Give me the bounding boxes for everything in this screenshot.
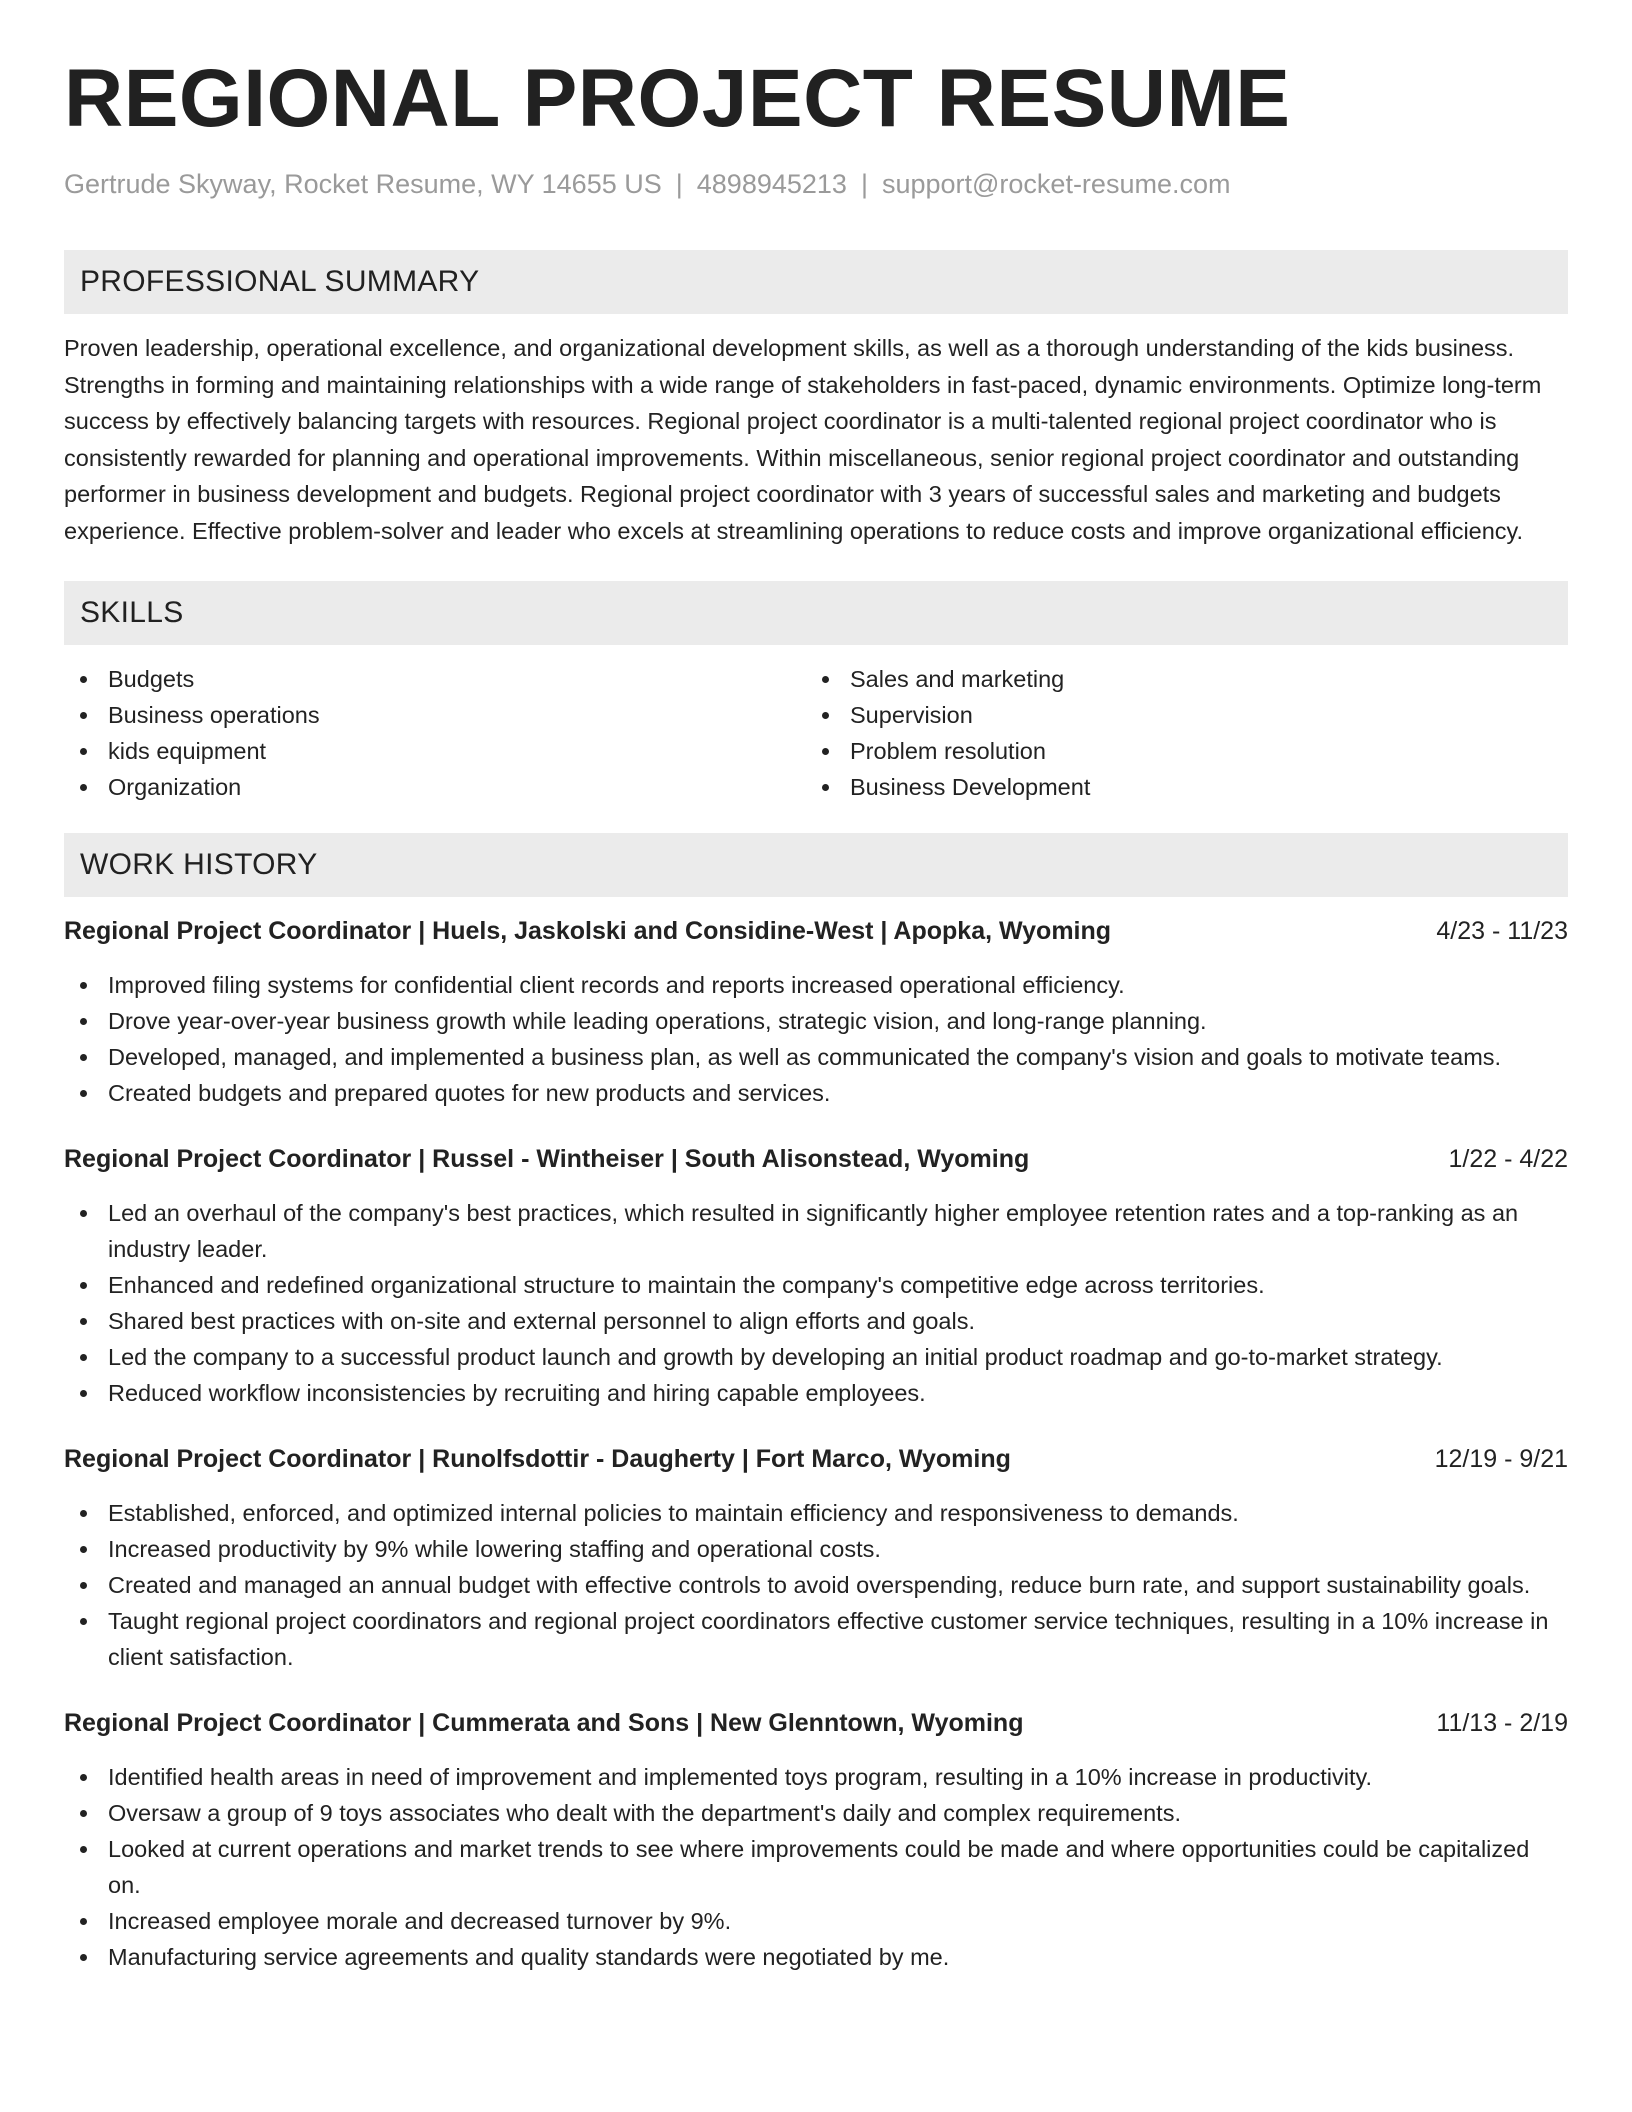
skill-item: Problem resolution — [806, 733, 1568, 769]
job-bullet: Increased employee morale and decreased turnover by 9%. — [64, 1903, 1568, 1939]
job-bullets — [64, 1495, 1568, 1675]
skill-item: Organization — [64, 769, 806, 805]
job-title: Regional Project Coordinator | Huels, Jaskolski and Considine-West | Apopka, Wyoming — [64, 917, 1112, 946]
job-dates: 12/19 - 9/21 — [1434, 1445, 1568, 1474]
job-bullet: Taught regional project coordinators and regional project coordinators effective customer service techniques, resulting in a 10% increase in client satisfaction. — [64, 1603, 1568, 1675]
job-bullet: Improved filing systems for confidential client records and reports increased operational efficiency. — [64, 967, 1568, 1003]
job-bullet: Oversaw a group of 9 toys associates who dealt with the department's daily and complex requirements. — [64, 1795, 1568, 1831]
job-dates: 1/22 - 4/22 — [1448, 1145, 1568, 1174]
job-dates: 11/13 - 2/19 — [1436, 1709, 1568, 1738]
skill-item: Budgets — [64, 661, 806, 697]
job-title: Regional Project Coordinator | Cummerata and Sons | New Glenntown, Wyoming — [64, 1709, 1024, 1738]
job-title: Regional Project Coordinator | Russel - Wintheiser | South Alisonstead, Wyoming — [64, 1145, 1030, 1174]
job-bullet: Shared best practices with on-site and external personnel to align efforts and goals. — [64, 1303, 1568, 1339]
summary-text: Proven leadership, operational excellence, and organizational development skills, as well as a thorough understanding of the kids business. Strengths in forming and maintaining relationships with a wide range of stakeholders in fast-paced, dynamic environments. Optimize long-term success by effectively balancing targets with resources. Regional project coordinator is a multi-talented regional project coordinator who is consistently rewarded for planning and operational improvements. Within miscellaneous, senior regional project coordinator and outstanding performer in business development and budgets. Regional project coordinator with 3 years of successful sales and marketing and budgets experience. Effective problem-solver and leader who excels at streamlining operations to reduce costs and improve organizational efficiency. — [64, 335, 1542, 544]
contact-line — [64, 168, 1568, 200]
job-bullets — [64, 1759, 1568, 1975]
job-bullet: Developed, managed, and implemented a business plan, as well as communicated the company's vision and goals to motivate teams. — [64, 1039, 1568, 1075]
job-bullet: Manufacturing service agreements and quality standards were negotiated by me. — [64, 1939, 1568, 1975]
skill-item: Sales and marketing — [806, 661, 1568, 697]
job-header — [64, 1141, 1568, 1177]
job-title: Regional Project Coordinator | Runolfsdottir - Daugherty | Fort Marco, Wyoming — [64, 1445, 1011, 1474]
job-bullet: Increased productivity by 9% while lowering staffing and operational costs. — [64, 1531, 1568, 1567]
job-bullet: Led an overhaul of the company's best practices, which resulted in significantly higher employee retention rates and a top-ranking as an industry leader. — [64, 1195, 1568, 1267]
job-bullet: Enhanced and redefined organizational structure to maintain the company's competitive edge across territories. — [64, 1267, 1568, 1303]
skills-column-left — [64, 661, 806, 805]
contact-email: support@rocket-resume.com — [881, 169, 1231, 199]
skill-item: Business Development — [806, 769, 1568, 805]
skills-column-right — [806, 661, 1568, 805]
skill-item: Supervision — [806, 697, 1568, 733]
job-bullet: Led the company to a successful product launch and growth by developing an initial product roadmap and go-to-market strategy. — [64, 1339, 1568, 1375]
job-bullet: Established, enforced, and optimized internal policies to maintain efficiency and responsiveness to demands. — [64, 1495, 1568, 1531]
job-entry — [64, 1705, 1568, 1975]
job-bullet: Created and managed an annual budget with effective controls to avoid overspending, reduce burn rate, and support sustainability goals. — [64, 1567, 1568, 1603]
contact-separator: | — [860, 169, 868, 199]
skill-item: kids equipment — [64, 733, 806, 769]
job-entry — [64, 1441, 1568, 1675]
job-header — [64, 1705, 1568, 1741]
skill-item: Business operations — [64, 697, 806, 733]
job-bullet: Reduced workflow inconsistencies by recruiting and hiring capable employees. — [64, 1375, 1568, 1411]
job-entry — [64, 913, 1568, 1111]
summary-heading: PROFESSIONAL SUMMARY — [64, 250, 1568, 314]
skills-list — [64, 661, 1568, 805]
job-bullets — [64, 967, 1568, 1111]
contact-address: Gertrude Skyway, Rocket Resume, WY 14655 US — [64, 169, 662, 199]
contact-phone: 4898945213 — [696, 169, 847, 199]
job-header — [64, 1441, 1568, 1477]
resume-title: REGIONAL PROJECT RESUME — [64, 53, 1291, 144]
work-history-heading: WORK HISTORY — [64, 833, 1568, 897]
job-bullet: Drove year-over-year business growth while leading operations, strategic vision, and long-range planning. — [64, 1003, 1568, 1039]
job-bullet: Looked at current operations and market trends to see where improvements could be made and where opportunities could be capitalized on. — [64, 1831, 1568, 1903]
job-header — [64, 913, 1568, 949]
contact-separator: | — [675, 169, 683, 199]
job-bullet: Created budgets and prepared quotes for new products and services. — [64, 1075, 1568, 1111]
job-bullet: Identified health areas in need of improvement and implemented toys program, resulting in a 10% increase in productivity. — [64, 1759, 1568, 1795]
skills-heading: SKILLS — [64, 581, 1568, 645]
job-dates: 4/23 - 11/23 — [1436, 917, 1568, 946]
job-bullets — [64, 1195, 1568, 1411]
job-entry — [64, 1141, 1568, 1411]
